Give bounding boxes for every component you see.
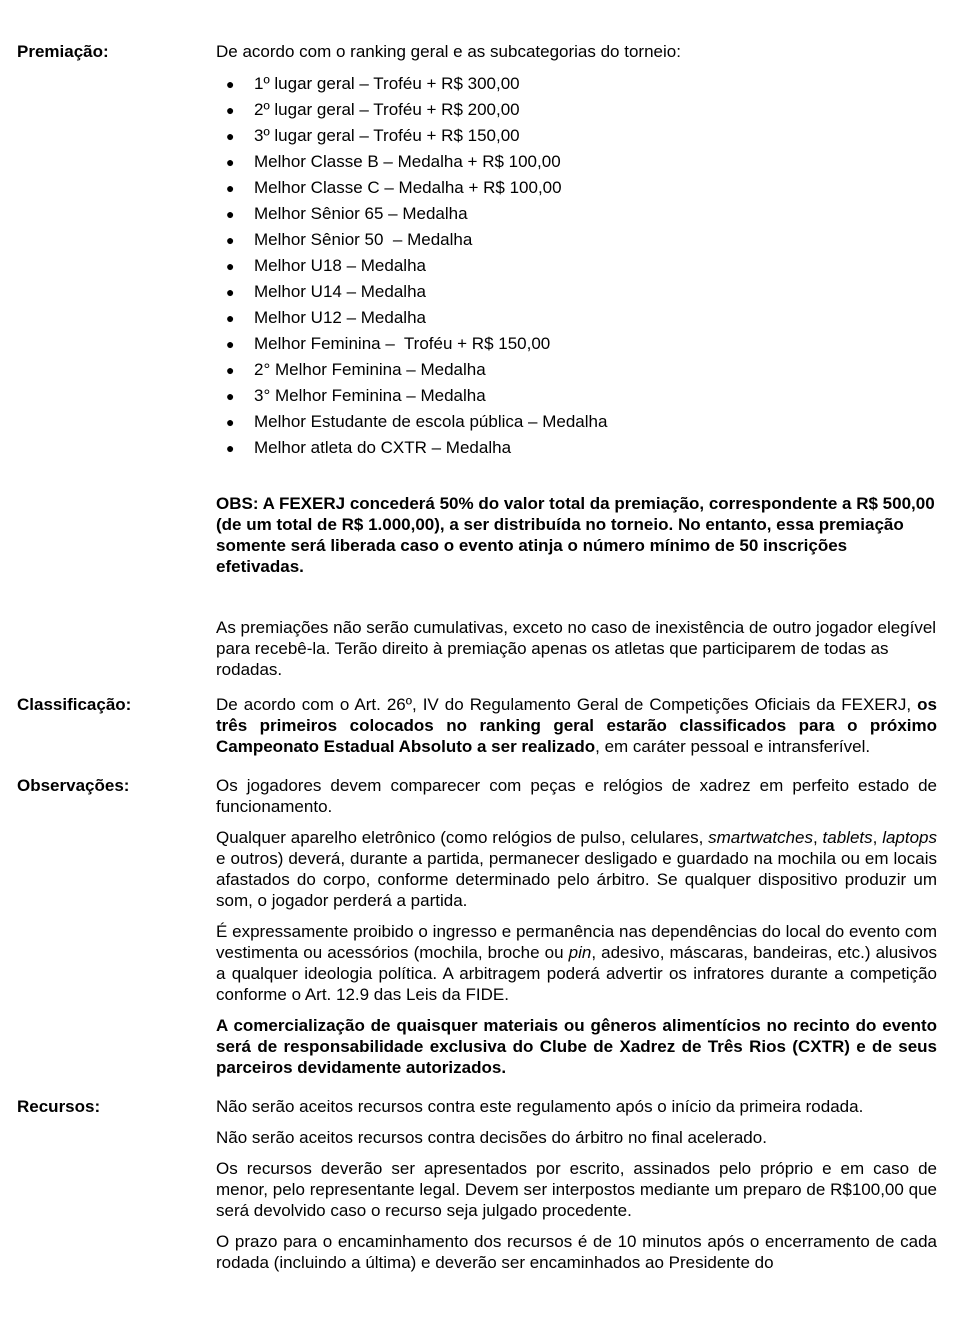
prize-list-item: [216, 227, 937, 253]
prize-item-text: Melhor Classe C – Medalha + R$ 100,00: [254, 178, 562, 197]
section-label-classificacao: Classificação:: [17, 695, 132, 714]
bullet-icon: ●: [226, 310, 235, 326]
classificacao-text-2: , em caráter pessoal e intransferível.: [595, 737, 871, 756]
recursos-paragraph-1: Não serão aceitos recursos contra este regulamento após o início da primeira rodada.: [216, 1097, 864, 1116]
obs-p2-text-b: ,: [813, 828, 823, 847]
section-content-premiacao: [216, 41, 937, 680]
prize-list-item: [216, 279, 937, 305]
prize-list-item: [216, 71, 937, 97]
section-content-recursos: [216, 1096, 937, 1273]
prize-list-item: [216, 409, 937, 435]
prize-item-text: 3° Melhor Feminina – Medalha: [254, 386, 486, 405]
recursos-paragraph-2: Não serão aceitos recursos contra decisões do árbitro no final acelerado.: [216, 1128, 767, 1147]
prize-list-item: [216, 149, 937, 175]
bullet-icon: ●: [226, 180, 235, 196]
classificacao-text-1: De acordo com o Art. 26º, IV do Regulamento Geral de Competições Oficiais da FEXERJ,: [216, 695, 918, 714]
prize-item-text: 2º lugar geral – Troféu + R$ 200,00: [254, 100, 520, 119]
recursos-paragraph-4: O prazo para o encaminhamento dos recursos é de 10 minutos após o encerramento de cada rodada (incluindo a última) e deverão ser encaminhados ao Presidente do: [216, 1232, 937, 1272]
prize-item-text: Melhor Estudante de escola pública – Medalha: [254, 412, 608, 431]
bullet-icon: ●: [226, 414, 235, 430]
obs-p2-text-d: e outros) deverá, durante a partida, permanecer desligado e guardado na mochila ou em locais afastados do corpo, conforme determinado pelo árbitro. Se qualquer dispositivo produzir um som, o jogador perderá a partida.: [216, 849, 937, 910]
prize-item-text: 2° Melhor Feminina – Medalha: [254, 360, 486, 379]
prize-item-text: Melhor Sênior 65 – Medalha: [254, 204, 468, 223]
prize-item-text: Melhor atleta do CXTR – Medalha: [254, 438, 512, 457]
recursos-paragraph-3: Os recursos deverão ser apresentados por escrito, assinados pelo próprio e em caso de menor, pelo representante legal. Devem ser interpostos mediante um preparo de R$100,00 que será devolvido caso o recurso seja julgado procedente.: [216, 1159, 937, 1220]
bullet-icon: ●: [226, 154, 235, 170]
bullet-icon: ●: [226, 258, 235, 274]
bullet-icon: ●: [226, 336, 235, 352]
bullet-icon: ●: [226, 232, 235, 248]
bullet-icon: ●: [226, 102, 235, 118]
obs-p2-text-a: Qualquer aparelho eletrônico (como relógios de pulso, celulares,: [216, 828, 709, 847]
observacoes-paragraph-3: [216, 921, 937, 1005]
prize-item-text: Melhor Sênior 50 – Medalha: [254, 230, 473, 249]
observacoes-paragraph-4: A comercialização de quaisquer materiais ou gêneros alimentícios no recinto do evento será de responsabilidade exclusiva do Clube de Xadrez de Três Rios (CXTR) e de seus parceiros devidamente autorizados.: [216, 1016, 937, 1077]
section-observacoes: [17, 775, 937, 1078]
prize-list-item: [216, 435, 937, 461]
section-label-premiacao: Premiação:: [17, 42, 109, 61]
prize-list-item: [216, 253, 937, 279]
section-classificacao: [17, 694, 937, 757]
prize-item-text: Melhor U12 – Medalha: [254, 308, 426, 327]
section-premiacao: [17, 41, 937, 680]
obs-p3-text-a: É expressamente proibido o ingresso e permanência nas dependências do local do evento com vestimenta ou acessórios (mochila, broche ou: [216, 922, 937, 962]
prize-list-item: [216, 331, 937, 357]
prize-list-item: [216, 305, 937, 331]
bullet-icon: ●: [226, 128, 235, 144]
bullet-icon: ●: [226, 362, 235, 378]
classificacao-text-bold: os três primeiros colocados no ranking geral estarão classificados para o próximo Campeonato Estadual Absoluto a ser realizado: [216, 695, 937, 756]
obs-p2-italic-2: tablets: [822, 828, 873, 847]
obs-p2-italic-1: smartwatches: [708, 828, 813, 847]
prize-item-text: 1º lugar geral – Troféu + R$ 300,00: [254, 74, 520, 93]
prize-item-text: 3º lugar geral – Troféu + R$ 150,00: [254, 126, 520, 145]
bullet-icon: ●: [226, 284, 235, 300]
prize-item-text: Melhor U14 – Medalha: [254, 282, 426, 301]
premiacao-intro: De acordo com o ranking geral e as subcategorias do torneio:: [216, 42, 681, 61]
section-label-recursos: Recursos:: [17, 1097, 101, 1116]
observacoes-paragraph-1: Os jogadores devem comparecer com peças e relógios de xadrez em perfeito estado de funcionamento.: [216, 776, 937, 816]
classificacao-paragraph: [216, 694, 937, 757]
bullet-icon: ●: [226, 440, 235, 456]
prize-list-item: [216, 175, 937, 201]
observacoes-paragraph-2: [216, 827, 937, 911]
obs-p2-italic-3: laptops: [882, 828, 938, 847]
section-content-observacoes: [216, 775, 937, 1078]
obs-p2-text-c: ,: [872, 828, 883, 847]
prize-list-item: [216, 201, 937, 227]
prize-list-item: [216, 383, 937, 409]
section-content-classificacao: [216, 694, 937, 757]
premiacao-note: As premiações não serão cumulativas, exceto no caso de inexistência de outro jogador elegível para recebê-la. Terão direito à premiação apenas os atletas que participarem de todas as rodadas.: [216, 618, 937, 679]
prize-list: [216, 71, 937, 461]
prize-item-text: Melhor Feminina – Troféu + R$ 150,00: [254, 334, 551, 353]
bullet-icon: ●: [226, 206, 235, 222]
prize-list-item: [216, 357, 937, 383]
prize-list-item: [216, 97, 937, 123]
premiacao-obs: OBS: A FEXERJ concederá 50% do valor total da premiação, correspondente a R$ 500,00 (de um total de R$ 1.000,00), a ser distribuída no torneio. No entanto, essa premiação somente será liberada caso o evento atinja o número mínimo de 50 inscrições efetivadas.: [216, 494, 935, 576]
section-recursos: [17, 1096, 937, 1273]
prize-item-text: Melhor U18 – Medalha: [254, 256, 426, 275]
bullet-icon: ●: [226, 388, 235, 404]
obs-p3-text-b: , adesivo, máscaras, bandeiras, etc.) alusivos a qualquer ideologia política. A arbitragem poderá advertir os infratores durante a competição conforme o Art. 12.9 das Leis da FIDE.: [216, 943, 937, 1004]
section-label-observacoes: Observações:: [17, 776, 130, 795]
prize-list-item: [216, 123, 937, 149]
obs-p3-italic-1: pin: [568, 943, 592, 962]
prize-item-text: Melhor Classe B – Medalha + R$ 100,00: [254, 152, 561, 171]
bullet-icon: ●: [226, 76, 235, 92]
